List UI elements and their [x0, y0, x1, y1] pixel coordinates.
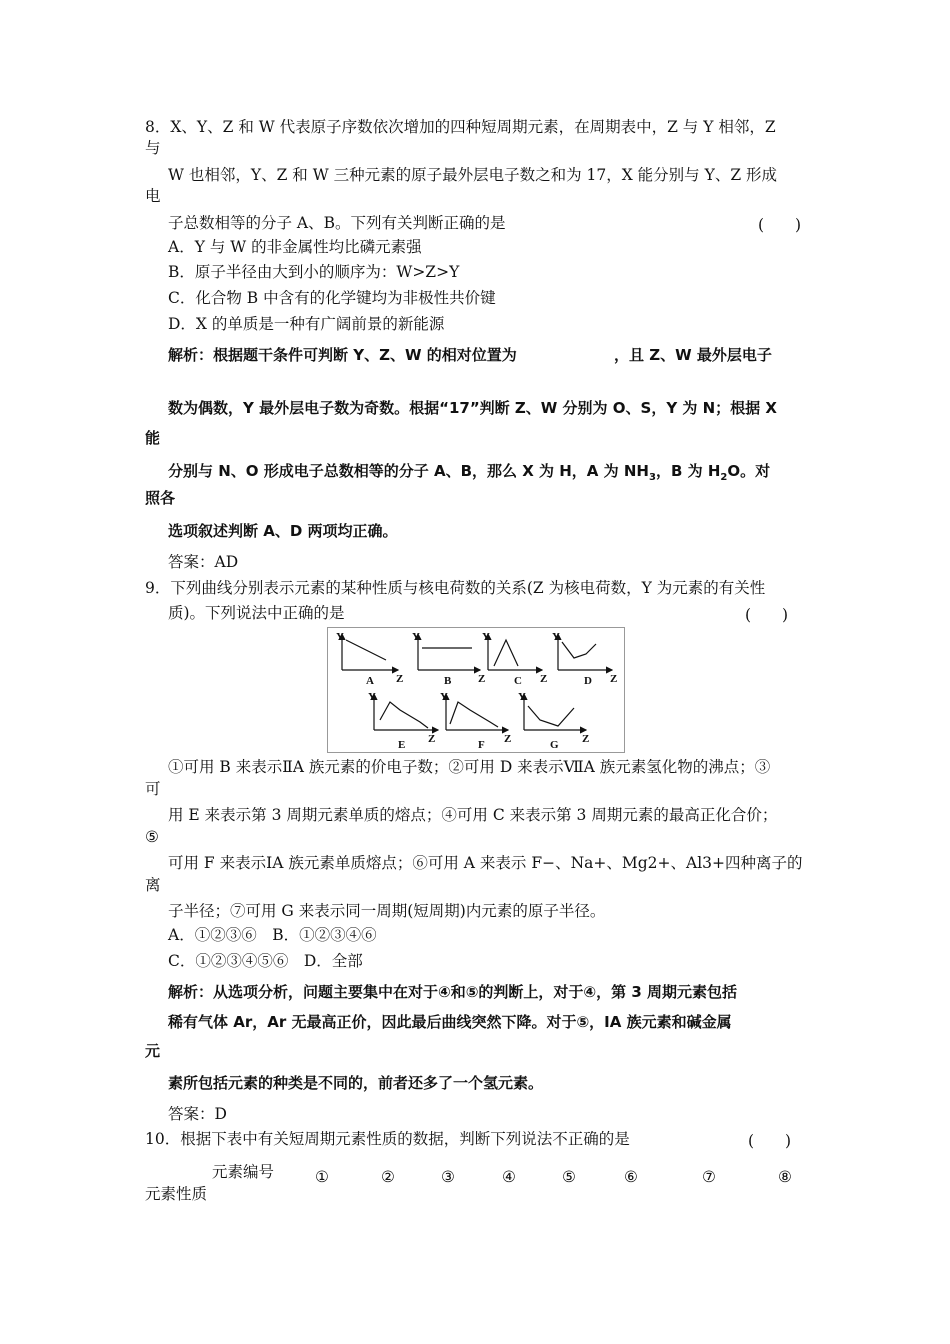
graph-g-x-label: Z: [582, 733, 590, 745]
q9-statement-2: 用 E 来表示第 3 周期元素单质的熔点；④可用 C 来表示第 3 周期元素的最高正化合价；: [168, 806, 778, 824]
q10-col-2: ②: [381, 1168, 395, 1186]
q9-curves-svg: [328, 628, 624, 752]
graph-c-x-label: Z: [540, 673, 548, 685]
q8-nh3-subscript: 3: [648, 472, 656, 483]
q8-option-a: A．Y 与 W 的非金属性均比磷元素强: [168, 238, 422, 256]
q10-header-element-property: 元素性质: [145, 1185, 208, 1203]
q8-answer: 答案：AD: [168, 553, 239, 571]
graph-c-y-label: Y: [482, 631, 490, 643]
graph-b: [418, 634, 480, 670]
q10-col-1: ①: [315, 1168, 329, 1186]
q8-analysis-1b: ，且 Z、W 最外层电子: [614, 346, 772, 364]
q10-col-5: ⑤: [562, 1168, 576, 1186]
graph-g-label: G: [550, 739, 559, 751]
q8-line3: 子总数相等的分子 A、B。下列有关判断正确的是: [168, 214, 506, 232]
q8-analysis-3: [168, 461, 770, 488]
q8-analysis-3b: ，B 为 H: [655, 462, 721, 480]
q10-col-7: ⑦: [702, 1168, 716, 1186]
q8-option-c: C．化合物 B 中含有的化学键均为非极性共价键: [168, 289, 496, 307]
q10-header-element-number: 元素编号: [212, 1163, 275, 1181]
graph-d-x-label: Z: [610, 673, 618, 685]
q10-col-6: ⑥: [624, 1168, 638, 1186]
q9-statement-1-wrap: 可: [145, 780, 161, 798]
q9-line2: 质)。下列说法中正确的是: [168, 604, 345, 622]
q9-analysis-1: 解析：从选项分析，问题主要集中在对于④和⑤的判断上，对于④，第 3 周期元素包括: [168, 983, 737, 1001]
graph-f-label: F: [478, 739, 485, 751]
q10-col-8: ⑧: [778, 1168, 792, 1186]
graph-g: [524, 694, 586, 730]
q8-analysis-4: 选项叙述判断 A、D 两项均正确。: [168, 522, 398, 540]
graph-b-x-label: Z: [478, 673, 486, 685]
q8-line2: W 也相邻，Y、Z 和 W 三种元素的原子最外层电子数之和为 17，X 能分别与 Y、Z 形成: [168, 166, 778, 184]
q10-answer-paren: ( ): [748, 1132, 792, 1150]
q8-option-b: B．原子半径由大到小的顺序为：W>Z>Y: [168, 263, 460, 281]
graph-e-x-label: Z: [428, 733, 436, 745]
q9-line1: 9．下列曲线分别表示元素的某种性质与核电荷数的关系(Z 为核电荷数，Y 为元素的有关性: [145, 579, 766, 597]
q9-analysis-3: 素所包括元素的种类是不同的，前者还多了一个氢元素。: [168, 1074, 544, 1092]
graph-d-label: D: [584, 675, 592, 687]
q8-analysis-3-wrap: 照各: [145, 489, 176, 507]
q8-line1-wrap: 与: [145, 139, 161, 157]
q10-col-3: ③: [441, 1168, 455, 1186]
q8-line2-wrap: 电: [145, 187, 161, 205]
q8-analysis-1a: 解析：根据题干条件可判断 Y、Z、W 的相对位置为: [168, 346, 517, 364]
q8-answer-paren: ( ): [758, 216, 802, 234]
graph-g-y-label: Y: [518, 691, 526, 703]
q9-curves-figure: [327, 627, 625, 753]
q9-statement-3: 可用 F 来表示ⅠA 族元素单质熔点；⑥可用 A 来表示 F−、Na+、Mg2+、Al3+四种离子的: [168, 854, 803, 872]
q9-analysis-2-wrap: 元: [145, 1042, 161, 1060]
graph-f-x-label: Z: [504, 733, 512, 745]
q8-analysis-3c: O。对: [727, 462, 771, 480]
graph-a-label: A: [366, 675, 374, 687]
q8-analysis-2-wrap: 能: [145, 429, 161, 447]
q9-answer-paren: ( ): [745, 606, 789, 624]
q9-answer: 答案：D: [168, 1105, 227, 1123]
q8-analysis-2: 数为偶数，Y 最外层电子数为奇数。根据“17”判断 Z、W 分别为 O、S，Y 为 N；根据 X: [168, 399, 777, 417]
q8-option-d: D．X 的单质是一种有广阔前景的新能源: [168, 315, 445, 333]
q8-analysis-3a: 分别与 N、O 形成电子总数相等的分子 A、B，那么 X 为 H，A 为 NH: [168, 462, 649, 480]
graph-c-label: C: [514, 675, 522, 687]
q8-line1: 8．X、Y、Z 和 W 代表原子序数依次增加的四种短周期元素，在周期表中，Z 与 Y 相邻，Z: [145, 118, 776, 136]
graph-a-y-label: Y: [336, 631, 344, 643]
q8-h2o-subscript: 2: [720, 472, 728, 483]
graph-b-y-label: Y: [412, 631, 420, 643]
q9-options-cd: C．①②③④⑤⑥ D．全部: [168, 952, 363, 970]
q10-line1: 10．根据下表中有关短周期元素性质的数据，判断下列说法不正确的是: [145, 1130, 630, 1148]
graph-b-label: B: [444, 675, 452, 687]
q10-col-4: ④: [502, 1168, 516, 1186]
graph-f-y-label: Y: [440, 691, 448, 703]
q9-analysis-2: 稀有气体 Ar，Ar 无最高正价，因此最后曲线突然下降。对于⑤，ⅠA 族元素和碱金属: [168, 1013, 732, 1031]
graph-e-y-label: Y: [368, 691, 376, 703]
graph-f: [446, 694, 508, 730]
graph-a: [342, 634, 398, 670]
q9-statement-2-wrap: ⑤: [145, 828, 159, 846]
graph-a-x-label: Z: [396, 673, 404, 685]
q9-statement-1: ①可用 B 来表示ⅡA 族元素的价电子数；②可用 D 来表示ⅦA 族元素氢化物的沸点；③: [168, 758, 771, 776]
q9-statement-4: 子半径；⑦可用 G 来表示同一周期(短周期)内元素的原子半径。: [168, 902, 606, 920]
graph-e: [374, 694, 438, 730]
graph-d: [558, 634, 612, 670]
graph-e-label: E: [398, 739, 406, 751]
graph-d-y-label: Y: [552, 631, 560, 643]
graph-c: [488, 634, 542, 670]
q9-statement-3-wrap: 离: [145, 876, 161, 894]
q9-options-ab: A．①②③⑥ B．①②③④⑥: [168, 926, 377, 944]
